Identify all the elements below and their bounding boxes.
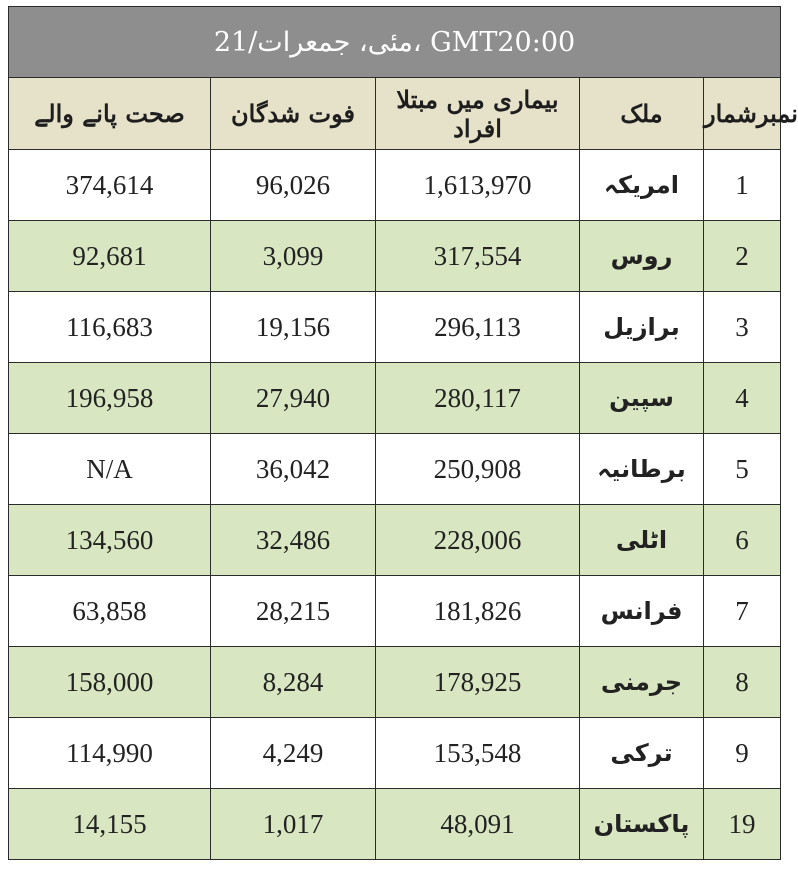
country-cell: پاکستان (580, 789, 704, 860)
deaths-cell: 4,249 (211, 718, 376, 789)
country-cell: برطانیہ (580, 434, 704, 505)
header-country: ملک (580, 78, 704, 150)
recovered-cell: 14,155 (9, 789, 211, 860)
table-title: 21/مئی، جمعرات، GMT20:00 (9, 7, 781, 78)
serial-cell: 2 (704, 221, 781, 292)
recovered-cell: 63,858 (9, 576, 211, 647)
serial-cell: 5 (704, 434, 781, 505)
recovered-cell: 134,560 (9, 505, 211, 576)
infected-cell: 228,006 (376, 505, 580, 576)
deaths-cell: 19,156 (211, 292, 376, 363)
serial-cell: 7 (704, 576, 781, 647)
country-cell: فرانس (580, 576, 704, 647)
header-row (9, 78, 781, 150)
infected-cell: 250,908 (376, 434, 580, 505)
deaths-cell: 96,026 (211, 150, 376, 221)
header-serial: نمبرشمار (704, 78, 781, 150)
table-row (9, 505, 781, 576)
deaths-cell: 27,940 (211, 363, 376, 434)
serial-cell: 1 (704, 150, 781, 221)
country-cell: روس (580, 221, 704, 292)
infected-cell: 181,826 (376, 576, 580, 647)
deaths-cell: 36,042 (211, 434, 376, 505)
header-infected: بیماری میں مبتلا افراد (376, 78, 580, 150)
recovered-cell: 196,958 (9, 363, 211, 434)
infected-cell: 178,925 (376, 647, 580, 718)
infected-cell: 296,113 (376, 292, 580, 363)
serial-cell: 6 (704, 505, 781, 576)
recovered-cell: 92,681 (9, 221, 211, 292)
recovered-cell: 158,000 (9, 647, 211, 718)
deaths-cell: 28,215 (211, 576, 376, 647)
serial-cell: 9 (704, 718, 781, 789)
deaths-cell: 1,017 (211, 789, 376, 860)
table-row (9, 434, 781, 505)
covid-stats-table-container (8, 6, 798, 865)
country-cell: سپین (580, 363, 704, 434)
covid-stats-table (8, 6, 798, 860)
table-row (9, 718, 781, 789)
country-cell: امریکہ (580, 150, 704, 221)
table-row (9, 789, 781, 860)
infected-cell: 317,554 (376, 221, 580, 292)
deaths-cell: 3,099 (211, 221, 376, 292)
country-cell: ترکی (580, 718, 704, 789)
recovered-cell: 116,683 (9, 292, 211, 363)
country-cell: جرمنی (580, 647, 704, 718)
infected-cell: 1,613,970 (376, 150, 580, 221)
infected-cell: 48,091 (376, 789, 580, 860)
table-row (9, 647, 781, 718)
infected-cell: 153,548 (376, 718, 580, 789)
deaths-cell: 8,284 (211, 647, 376, 718)
country-cell: اٹلی (580, 505, 704, 576)
deaths-cell: 32,486 (211, 505, 376, 576)
serial-cell: 4 (704, 363, 781, 434)
serial-cell: 19 (704, 789, 781, 860)
country-cell: برازیل (580, 292, 704, 363)
table-row (9, 576, 781, 647)
infected-cell: 280,117 (376, 363, 580, 434)
serial-cell: 3 (704, 292, 781, 363)
table-row (9, 221, 781, 292)
table-row (9, 363, 781, 434)
table-row (9, 292, 781, 363)
header-recovered: صحت پانے والے (9, 78, 211, 150)
recovered-cell: 114,990 (9, 718, 211, 789)
recovered-cell: 374,614 (9, 150, 211, 221)
recovered-cell: N/A (9, 434, 211, 505)
table-row (9, 150, 781, 221)
header-deaths: فوت شدگان (211, 78, 376, 150)
serial-cell: 8 (704, 647, 781, 718)
